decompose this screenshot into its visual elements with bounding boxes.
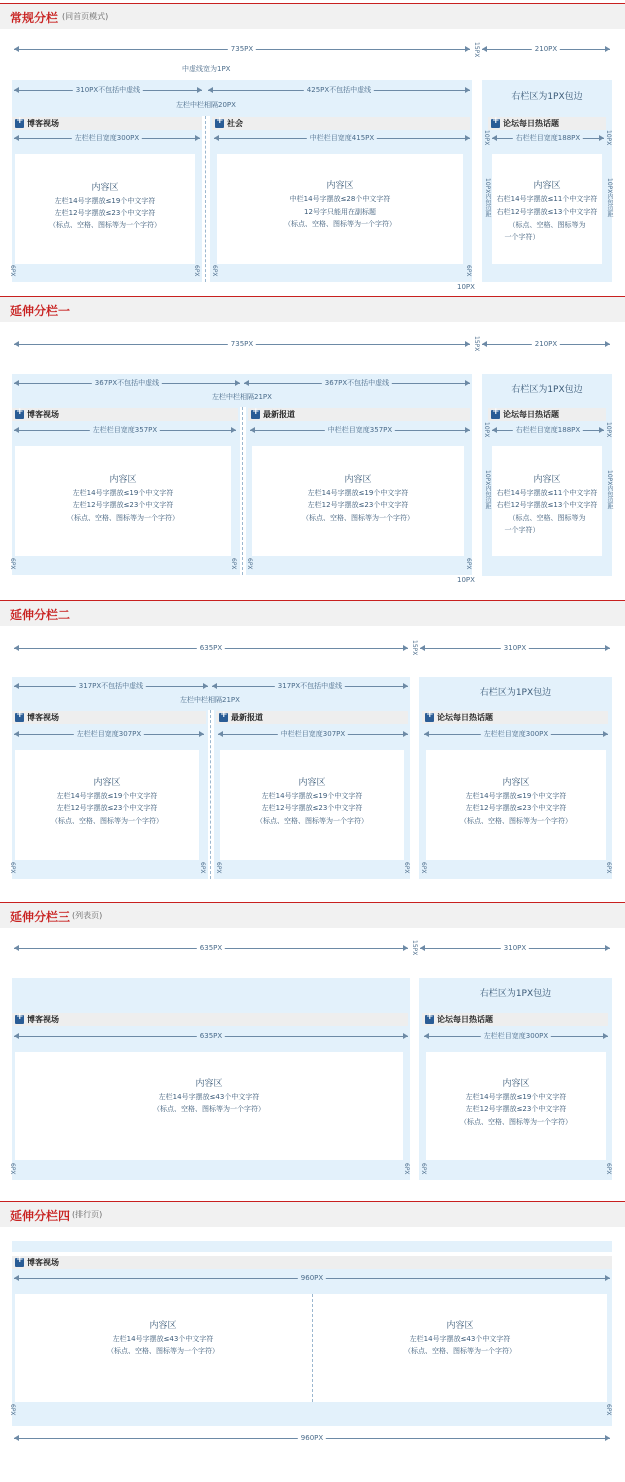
width-arrow-367: 367PX不包括中虚线 xyxy=(14,379,240,388)
section-subtitle: (同首页模式) xyxy=(62,12,109,21)
rule-line: （标点、空格、图标等为一个字符） xyxy=(460,817,572,825)
section-subtitle: (列表页) xyxy=(72,911,103,920)
plus-icon xyxy=(15,119,24,128)
width-arrow-300: 左栏栏目宽度300PX xyxy=(424,1032,608,1041)
rule-line: 左栏14号字摆放≤19个中文字符 xyxy=(54,197,156,205)
column-divider xyxy=(205,116,206,282)
width-arrow-735: 735PX xyxy=(14,340,470,349)
rule-line: 右栏14号字摆放≤11个中文字符 xyxy=(496,489,598,497)
content-title: 内容区 xyxy=(344,475,372,485)
content-title: 内容区 xyxy=(195,1079,223,1089)
rule-line: 左栏14号字摆放≤19个中文字符 xyxy=(307,489,409,497)
layout-band-top xyxy=(12,978,410,1012)
column-header-blog: + 博客视场 xyxy=(12,1256,612,1269)
plus-icon xyxy=(15,1015,24,1024)
padding-label: 6PX xyxy=(199,862,206,874)
section-title: 延伸分栏二 xyxy=(10,608,71,622)
rule-line: 左栏12号字摆放≤23个中文字符 xyxy=(307,501,409,509)
plus-icon xyxy=(15,410,24,419)
column-header-forum: + 论坛每日热话题 xyxy=(422,1013,608,1026)
side-padding-label: 10PX内包边距 xyxy=(484,178,491,218)
padding-label: 6PX xyxy=(465,558,472,570)
width-arrow-307: 左栏栏目宽度307PX xyxy=(14,730,204,739)
gap-label-15: 15PX xyxy=(473,42,480,58)
plus-icon xyxy=(425,713,434,722)
rule-line: 12号字只能用在副标题 xyxy=(304,208,376,216)
padding-label: 10PX xyxy=(457,283,475,291)
padding-label: 6PX xyxy=(605,862,612,874)
padding-label: 6PX xyxy=(420,1163,427,1175)
rule-line: 左栏14号字摆放≤19个中文字符 xyxy=(72,489,174,497)
section-title: 延伸分栏四 xyxy=(10,1209,71,1223)
side-padding-label: 10PX内包边距 xyxy=(606,470,613,510)
padding-label: 6PX xyxy=(193,265,200,277)
padding-label: 6PX xyxy=(9,862,16,874)
rule-line: 左栏12号字摆放≤23个中文字符 xyxy=(72,501,174,509)
section-title: 延伸分栏三 xyxy=(10,910,71,924)
plus-icon xyxy=(491,119,500,128)
width-arrow-635: 635PX xyxy=(14,1032,408,1041)
gap-label-15: 15PX xyxy=(411,640,418,656)
width-arrow-300: 左栏栏目宽度300PX xyxy=(14,134,200,143)
width-arrow-310: 310PX xyxy=(420,944,610,953)
column-header-blog: + 博客视场 xyxy=(12,117,202,130)
rule-line: 一个字符） xyxy=(504,233,540,241)
rule-line: 一个字符） xyxy=(504,526,540,534)
padding-label: 6PX xyxy=(9,558,16,570)
plus-icon xyxy=(219,713,228,722)
rule-line: 左栏14号字摆放≤43个中文字符 xyxy=(409,1335,511,1343)
plus-icon xyxy=(15,1258,24,1267)
rule-line: （标点、空格、图标等为一个字符） xyxy=(284,220,396,228)
column-header-blog: + 博客视场 xyxy=(12,408,238,421)
rule-line: 左栏12号字摆放≤23个中文字符 xyxy=(56,804,158,812)
content-title: 内容区 xyxy=(533,181,561,191)
rule-line: （标点、空格、图标等为一个字符） xyxy=(51,817,163,825)
plus-icon xyxy=(15,713,24,722)
padding-label: 6PX xyxy=(215,862,222,874)
plus-icon xyxy=(251,410,260,419)
width-arrow-425: 425PX不包括中虚线 xyxy=(208,86,470,95)
padding-label: 6PX xyxy=(246,558,253,570)
width-arrow-307: 中栏栏目宽度307PX xyxy=(218,730,408,739)
rule-line: （标点、空格、图标等为 xyxy=(508,514,586,522)
column-header-forum: + 论坛每日热话题 xyxy=(488,117,606,130)
rule-line: （标点、空格、图标等为一个字符） xyxy=(256,817,368,825)
column-header-news: + 最新报道 xyxy=(216,711,408,724)
width-arrow-188: 右栏栏目宽度188PX xyxy=(492,134,604,143)
padding-label: 6PX xyxy=(403,862,410,874)
rule-line: （标点、空格、图标等为一个字符） xyxy=(460,1118,572,1126)
width-arrow-188: 右栏栏目宽度188PX xyxy=(492,426,604,435)
width-arrow-635: 635PX xyxy=(14,944,408,953)
side-padding-label: 10PX内包边距 xyxy=(484,470,491,510)
width-arrow-960: 960PX xyxy=(14,1274,610,1283)
padding-label: 6PX xyxy=(605,1404,612,1416)
rule-line: 右栏12号字摆放≤13个中文字符 xyxy=(496,208,598,216)
rule-line: （标点、空格、图标等为一个字符） xyxy=(107,1347,219,1355)
width-arrow-735: 735PX xyxy=(14,45,470,54)
rule-line: （标点、空格、图标等为 xyxy=(508,221,586,229)
section-header-5 xyxy=(0,1201,625,1227)
padding-label: 10PX xyxy=(605,130,612,146)
plus-icon xyxy=(491,410,500,419)
content-title: 内容区 xyxy=(502,778,530,788)
content-title: 内容区 xyxy=(298,778,326,788)
content-title: 内容区 xyxy=(446,1321,474,1331)
padding-label: 10PX xyxy=(483,422,490,438)
section-header-3 xyxy=(0,600,625,626)
rule-line: 左栏14号字摆放≤19个中文字符 xyxy=(465,792,567,800)
content-title: 内容区 xyxy=(533,475,561,485)
column-header-society: + 社会 xyxy=(212,117,470,130)
right-area-note: 右栏区为1PX包边 xyxy=(479,688,552,698)
rule-line: （标点、空格、图标等为一个字符） xyxy=(153,1105,265,1113)
width-arrow-300: 左栏栏目宽度300PX xyxy=(424,730,608,739)
content-title: 内容区 xyxy=(502,1079,530,1089)
padding-label: 10PX xyxy=(457,576,475,584)
column-gap-note: 左栏中栏相隔21PX xyxy=(212,393,272,401)
column-gap-note: 左栏中栏相隔20PX xyxy=(176,101,236,109)
rule-line: 右栏14号字摆放≤11个中文字符 xyxy=(496,195,598,203)
width-arrow-357: 中栏栏目宽度357PX xyxy=(250,426,470,435)
content-title: 内容区 xyxy=(93,778,121,788)
padding-label: 6PX xyxy=(9,1404,16,1416)
section-header-2 xyxy=(0,296,625,322)
column-divider xyxy=(312,1294,313,1402)
rule-line: 左栏12号字摆放≤23个中文字符 xyxy=(54,209,156,217)
rule-line: 左栏12号字摆放≤23个中文字符 xyxy=(261,804,363,812)
section-subtitle: (排行页) xyxy=(72,1210,103,1219)
plus-icon xyxy=(215,119,224,128)
section-header-4 xyxy=(0,902,625,928)
right-area-note: 右栏区为1PX包边 xyxy=(511,92,583,102)
width-arrow-635: 635PX xyxy=(14,644,408,653)
rule-line: 左栏14号字摆放≤19个中文字符 xyxy=(465,1093,567,1101)
width-arrow-367: 367PX不包括中虚线 xyxy=(244,379,470,388)
width-arrow-210: 210PX xyxy=(482,45,610,54)
right-area-note: 右栏区为1PX包边 xyxy=(479,989,552,999)
plus-icon xyxy=(425,1015,434,1024)
width-arrow-960: 960PX xyxy=(14,1434,610,1443)
rule-line: 左栏14号字摆放≤19个中文字符 xyxy=(261,792,363,800)
rule-line: （标点、空格、图标等为一个字符） xyxy=(302,514,414,522)
rule-line: 左栏14号字摆放≤19个中文字符 xyxy=(56,792,158,800)
column-header-news: + 最新报道 xyxy=(248,408,470,421)
content-title: 内容区 xyxy=(326,181,354,191)
padding-label: 6PX xyxy=(230,558,237,570)
dash-width-note: 中虚线宽为1PX xyxy=(182,65,231,73)
gap-label-15: 15PX xyxy=(411,940,418,956)
rule-line: （标点、空格、图标等为一个字符） xyxy=(67,514,179,522)
rule-line: 右栏12号字摆放≤13个中文字符 xyxy=(496,501,598,509)
width-arrow-210: 210PX xyxy=(482,340,610,349)
padding-label: 6PX xyxy=(420,862,427,874)
width-arrow-415: 中栏栏目宽度415PX xyxy=(214,134,470,143)
rule-line: 左栏14号字摆放≤43个中文字符 xyxy=(158,1093,260,1101)
padding-label: 6PX xyxy=(465,265,472,277)
column-gap-note: 左栏中栏相隔21PX xyxy=(180,696,240,704)
section-title: 常规分栏 xyxy=(10,11,59,25)
rule-line: 中栏14号字摆放≤28个中文字符 xyxy=(289,195,391,203)
padding-label: 10PX xyxy=(483,130,490,146)
width-arrow-310: 310PX不包括中虚线 xyxy=(14,86,202,95)
column-header-blog: + 博客视场 xyxy=(12,1013,408,1026)
rule-line: 左栏14号字摆放≤43个中文字符 xyxy=(112,1335,214,1343)
padding-label: 6PX xyxy=(9,265,16,277)
column-header-blog: + 博客视场 xyxy=(12,711,206,724)
rule-line: 左栏12号字摆放≤23个中文字符 xyxy=(465,804,567,812)
padding-label: 6PX xyxy=(211,265,218,277)
side-padding-label: 10PX内包边距 xyxy=(606,178,613,218)
rule-line: 左栏12号字摆放≤23个中文字符 xyxy=(465,1105,567,1113)
column-divider xyxy=(210,710,211,879)
rule-line: （标点、空格、图标等为一个字符） xyxy=(49,221,161,229)
section-header-1 xyxy=(0,3,625,29)
column-header-forum: + 论坛每日热话题 xyxy=(422,711,608,724)
right-area-note: 右栏区为1PX包边 xyxy=(511,385,583,395)
rule-line: （标点、空格、图标等为一个字符） xyxy=(404,1347,516,1355)
section-title: 延伸分栏一 xyxy=(10,304,71,318)
padding-label: 10PX xyxy=(605,422,612,438)
padding-label: 6PX xyxy=(403,1163,410,1175)
padding-label: 6PX xyxy=(605,1163,612,1175)
gap-label-15: 15PX xyxy=(473,336,480,352)
column-divider xyxy=(242,407,243,575)
padding-label: 6PX xyxy=(9,1163,16,1175)
width-arrow-317: 317PX不包括中虚线 xyxy=(212,682,408,691)
width-arrow-317: 317PX不包括中虚线 xyxy=(14,682,208,691)
width-arrow-310: 310PX xyxy=(420,644,610,653)
content-title: 内容区 xyxy=(149,1321,177,1331)
width-arrow-357: 左栏栏目宽度357PX xyxy=(14,426,236,435)
content-title: 内容区 xyxy=(91,183,119,193)
column-header-forum: + 论坛每日热话题 xyxy=(488,408,606,421)
content-title: 内容区 xyxy=(109,475,137,485)
